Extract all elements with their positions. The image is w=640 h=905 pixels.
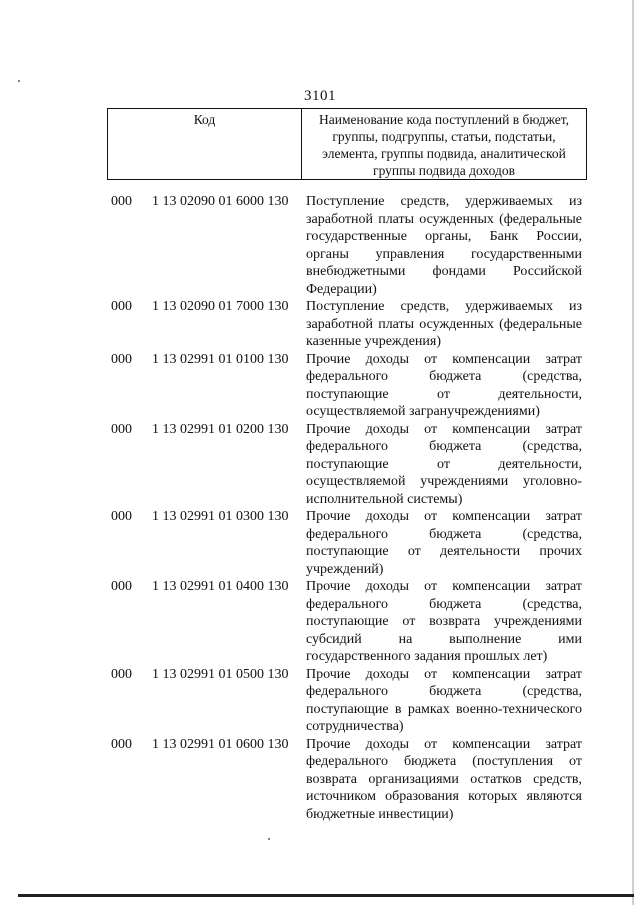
budget-classification-code: 1 13 02090 01 6000 130 xyxy=(152,194,289,209)
description-line: федерального бюджета (средства, xyxy=(306,526,582,542)
description-line: Прочие доходы от компенсации затрат xyxy=(306,351,582,367)
description-line: государственные органы, Банк России, xyxy=(306,229,582,244)
budget-classification-code: 1 13 02090 01 7000 130 xyxy=(152,299,289,314)
description-line: государственного задания прошлых лет) xyxy=(306,649,548,664)
income-code-list xyxy=(0,193,640,823)
header-code-cell xyxy=(108,109,302,180)
description-line: федерального бюджета (средства, xyxy=(306,684,582,699)
description-line: Прочие доходы от компенсации затрат xyxy=(306,736,582,752)
admin-code: 000 xyxy=(111,509,132,524)
description-line: заработной платы осужденных (федеральные xyxy=(306,211,582,227)
description-line: Поступление средств, удерживаемых из xyxy=(306,194,582,209)
description-line: внебюджетными фондами Российской xyxy=(306,264,582,279)
income-code-description xyxy=(306,193,582,298)
description-line: поступающие в рамках военно-технического xyxy=(306,701,582,717)
description-line: Прочие доходы от компенсации затрат xyxy=(306,579,582,594)
description-line: федерального бюджета (поступления от xyxy=(306,754,582,769)
description-line: исполнительной системы) xyxy=(306,491,463,507)
admin-code: 000 xyxy=(111,194,132,209)
description-line: федерального бюджета (средства, xyxy=(306,439,582,454)
admin-code: 000 xyxy=(111,351,132,367)
income-code-description xyxy=(306,666,582,736)
income-code-description xyxy=(306,736,582,824)
description-line: источником образования которых являются xyxy=(306,789,582,804)
income-code-description xyxy=(306,298,582,351)
budget-classification-code: 1 13 02991 01 0300 130 xyxy=(152,509,289,524)
description-line: Прочие доходы от компенсации затрат xyxy=(306,666,582,682)
description-line: казенные учреждения) xyxy=(306,334,442,349)
income-code-row xyxy=(0,508,640,578)
description-line: Федерации) xyxy=(306,281,377,297)
income-code-row xyxy=(0,193,640,298)
description-line: Прочие доходы от компенсации затрат xyxy=(306,421,582,437)
income-code-row xyxy=(0,421,640,509)
header-name-line: группы подвида доходов xyxy=(373,163,515,178)
admin-code: 000 xyxy=(111,299,132,314)
scan-speck xyxy=(18,80,20,82)
budget-classification-code: 1 13 02991 01 0500 130 xyxy=(152,666,289,682)
description-line: заработной платы осужденных (федеральные xyxy=(306,316,582,332)
income-code-row xyxy=(0,666,640,736)
income-code-description xyxy=(306,351,582,421)
budget-classification-code: 1 13 02991 01 0200 130 xyxy=(152,421,289,437)
description-line: осуществляемой загранучреждениями) xyxy=(306,404,540,419)
income-code-description xyxy=(306,508,582,578)
description-line: федерального бюджета (средства, xyxy=(306,369,582,384)
budget-classification-code: 1 13 02991 01 0100 130 xyxy=(152,351,289,367)
header-name-cell xyxy=(302,109,587,180)
description-line: возврата организациями остатков средств, xyxy=(306,771,582,787)
header-code-label: Код xyxy=(193,112,216,127)
header-name-line: группы, подгруппы, статьи, подстатьи, xyxy=(332,129,556,144)
income-code-description xyxy=(306,421,582,509)
description-line: осуществляемой учреждениями уголовно- xyxy=(306,474,582,489)
scan-bottom-edge xyxy=(18,894,634,897)
description-line: федерального бюджета (средства, xyxy=(306,596,582,612)
income-code-row xyxy=(0,298,640,351)
header-name-line: Наименование кода поступлений в бюджет, xyxy=(318,112,569,127)
description-line: поступающие от деятельности прочих xyxy=(306,544,582,559)
page-number: 3101 xyxy=(304,88,336,104)
admin-code: 000 xyxy=(111,736,132,752)
income-code-description xyxy=(306,578,582,666)
description-line: Прочие доходы от компенсации затрат xyxy=(306,509,582,524)
header-table xyxy=(107,108,587,180)
scan-speck xyxy=(268,838,270,840)
admin-code: 000 xyxy=(111,421,132,437)
description-line: поступающие от деятельности, xyxy=(306,456,582,472)
budget-classification-code: 1 13 02991 01 0400 130 xyxy=(152,579,289,594)
admin-code: 000 xyxy=(111,666,132,682)
description-line: органы управления государственными xyxy=(306,246,582,262)
income-code-row xyxy=(0,351,640,421)
description-line: Поступление средств, удерживаемых из xyxy=(306,299,582,314)
income-code-row xyxy=(0,578,640,666)
description-line: поступающие от возврата учреждениями xyxy=(306,614,582,629)
description-line: субсидий на выполнение ими xyxy=(306,631,582,647)
income-code-row xyxy=(0,736,640,824)
description-line: бюджетные инвестиции) xyxy=(306,806,454,822)
description-line: поступающие от деятельности, xyxy=(306,386,582,402)
header-name-line: элемента, группы подвида, аналитической xyxy=(322,146,566,161)
description-line: сотрудничества) xyxy=(306,719,404,734)
description-line: учреждений) xyxy=(306,561,384,577)
admin-code: 000 xyxy=(111,579,132,594)
budget-classification-code: 1 13 02991 01 0600 130 xyxy=(152,736,289,752)
